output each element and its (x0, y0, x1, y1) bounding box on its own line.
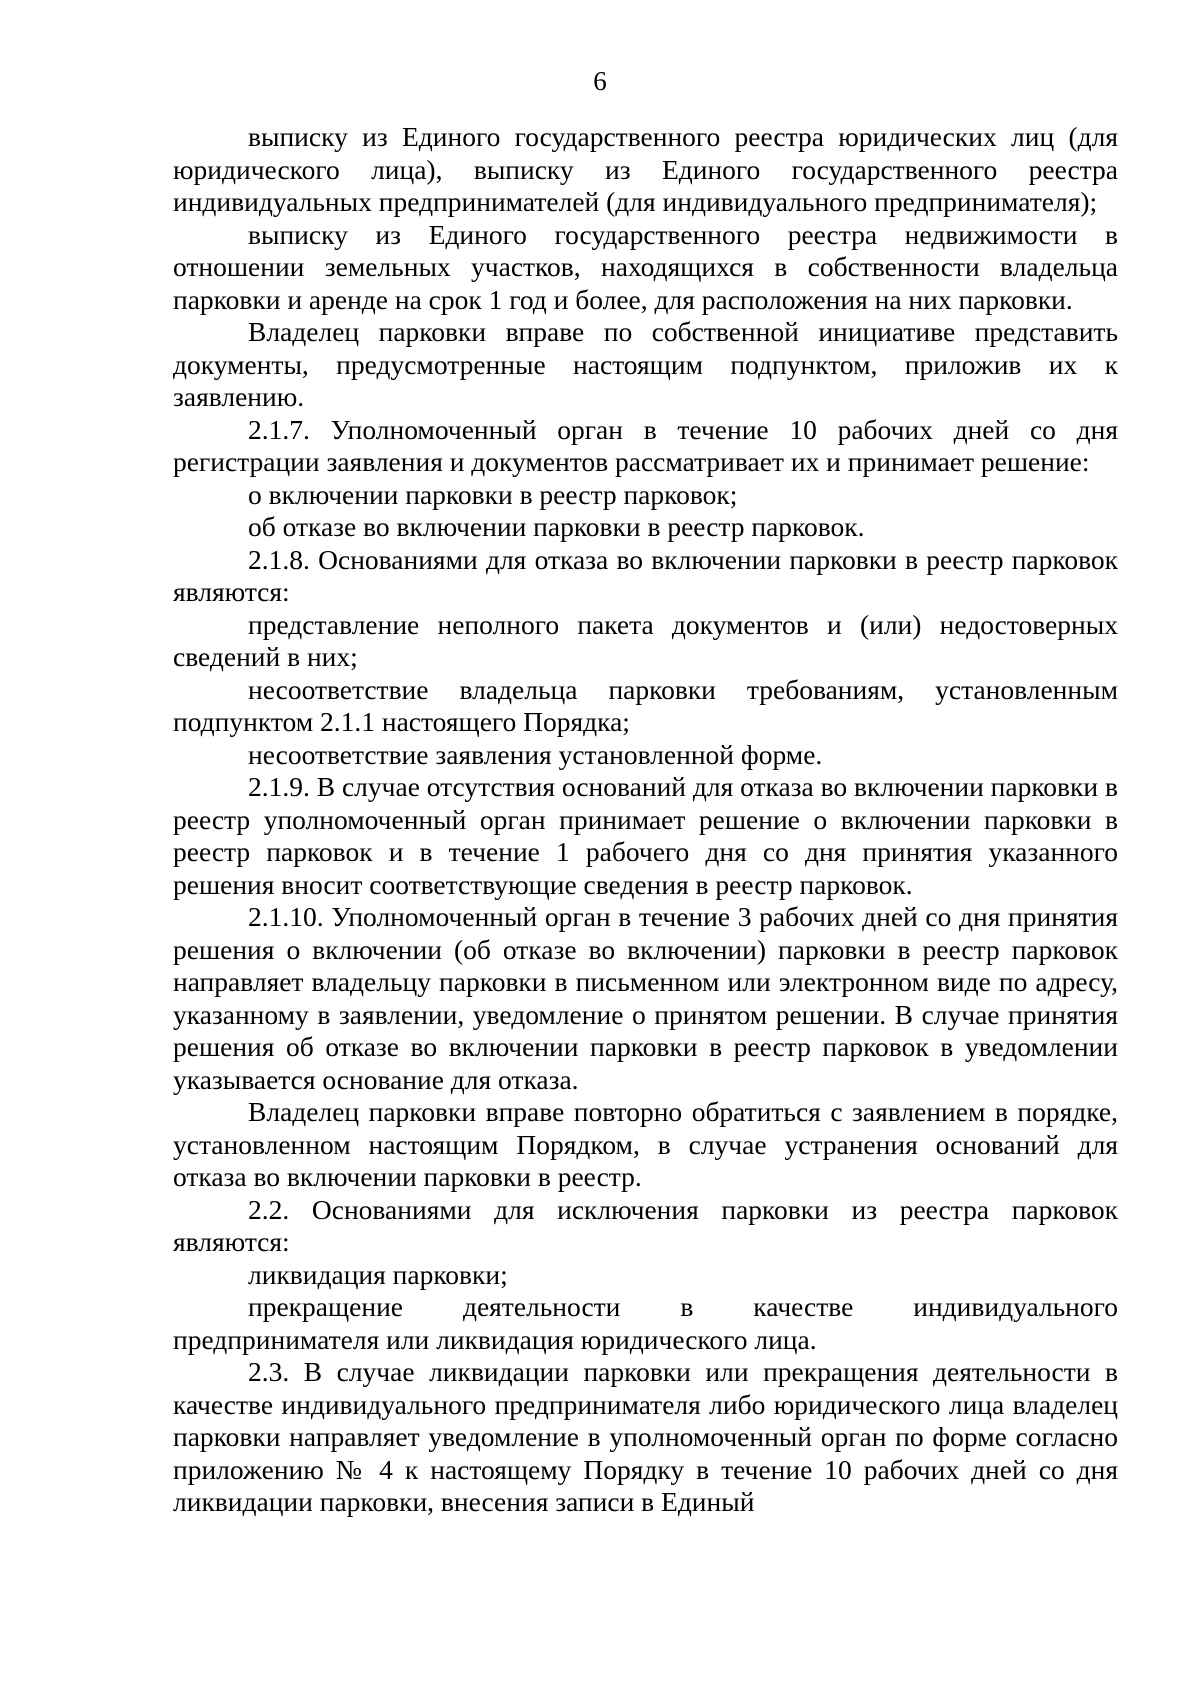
paragraph-liquidation: ликвидация парковки; (248, 1258, 508, 1290)
paragraph-2-1-8: 2.1.8. Основаниями для отказа во включении парковки в реестр парковок являются: (173, 543, 1118, 607)
paragraph-2-1-10: 2.1.10. Уполномоченный орган в течение 3 рабочих дней со дня принятия решения о включении (об отказе во включении) парковки в реестр парковок направляет владельцу парковки в письменном или электронном виде по адресу, указанному в заявлении, уведомление о принятом решении. В случае принятия решения об отказе во включении парковки в реестр парковок в уведомлении указывается основание для отказа. (173, 901, 1118, 1095)
paragraph-extract-real-estate: выписку из Единого государственного реестра недвижимости в отношении земельных участков, находящихся в собственности владельца парковки и аренде на срок 1 год и более, для расположения на них парковки. (173, 218, 1118, 315)
paragraph-decision-refuse: об отказе во включении парковки в реестр парковок. (248, 511, 865, 542)
paragraph-incomplete-documents: представление неполного пакета документов и (или) недостоверных сведений в них; (173, 608, 1118, 672)
paragraph-decision-include: о включении парковки в реестр парковок; (248, 478, 738, 510)
paragraph-termination: прекращение деятельности в качестве индивидуального предпринимателя или ликвидация юридического лица. (173, 1291, 1118, 1355)
paragraph-2-1-7: 2.1.7. Уполномоченный орган в течение 10 рабочих дней со дня регистрации заявления и документов рассматривает их и принимает решение: (173, 413, 1118, 477)
paragraph-owner-mismatch: несоответствие владельца парковки требованиям, установленным подпунктом 2.1.1 настоящего Порядка; (173, 673, 1118, 737)
paragraph-owner-initiative: Владелец парковки вправе по собственной инициативе представить документы, предусмотренные настоящим подпунктом, приложив их к заявлению. (173, 316, 1118, 412)
paragraph-2-3: 2.3. В случае ликвидации парковки или прекращения деятельности в качестве индивидуального предпринимателя либо юридического лица владелец парковки направляет уведомление в уполномоченный орган по форме согласно приложению № 4 к настоящему Порядку в течение 10 рабочих дней со дня ликвидации парковки, внесения записи в Единый (173, 1356, 1118, 1517)
document-body (173, 121, 1118, 1519)
page-number: 6 (593, 66, 607, 96)
paragraph-2-2: 2.2. Основаниями для исключения парковки из реестра парковок являются: (173, 1193, 1118, 1257)
paragraph-form-mismatch: несоответствие заявления установленной форме. (248, 738, 823, 770)
paragraph-extract-legal-entities: выписку из Единого государственного реестра юридических лиц (для юридического лица), выписку из Единого государственного реестра индивидуальных предпринимателей (для индивидуального предпринимателя); (173, 121, 1118, 217)
paragraph-reapply: Владелец парковки вправе повторно обратиться с заявлением в порядке, установленном настоящим Порядком, в случае устранения оснований для отказа во включении парковки в реестр. (173, 1096, 1118, 1192)
paragraph-2-1-9: 2.1.9. В случае отсутствия оснований для отказа во включении парковки в реестр уполномоченный орган принимает решение о включении парковки в реестр парковок и в течение 1 рабочего дня со дня принятия указанного решения вносит соответствующие сведения в реестр парковок. (173, 771, 1118, 900)
